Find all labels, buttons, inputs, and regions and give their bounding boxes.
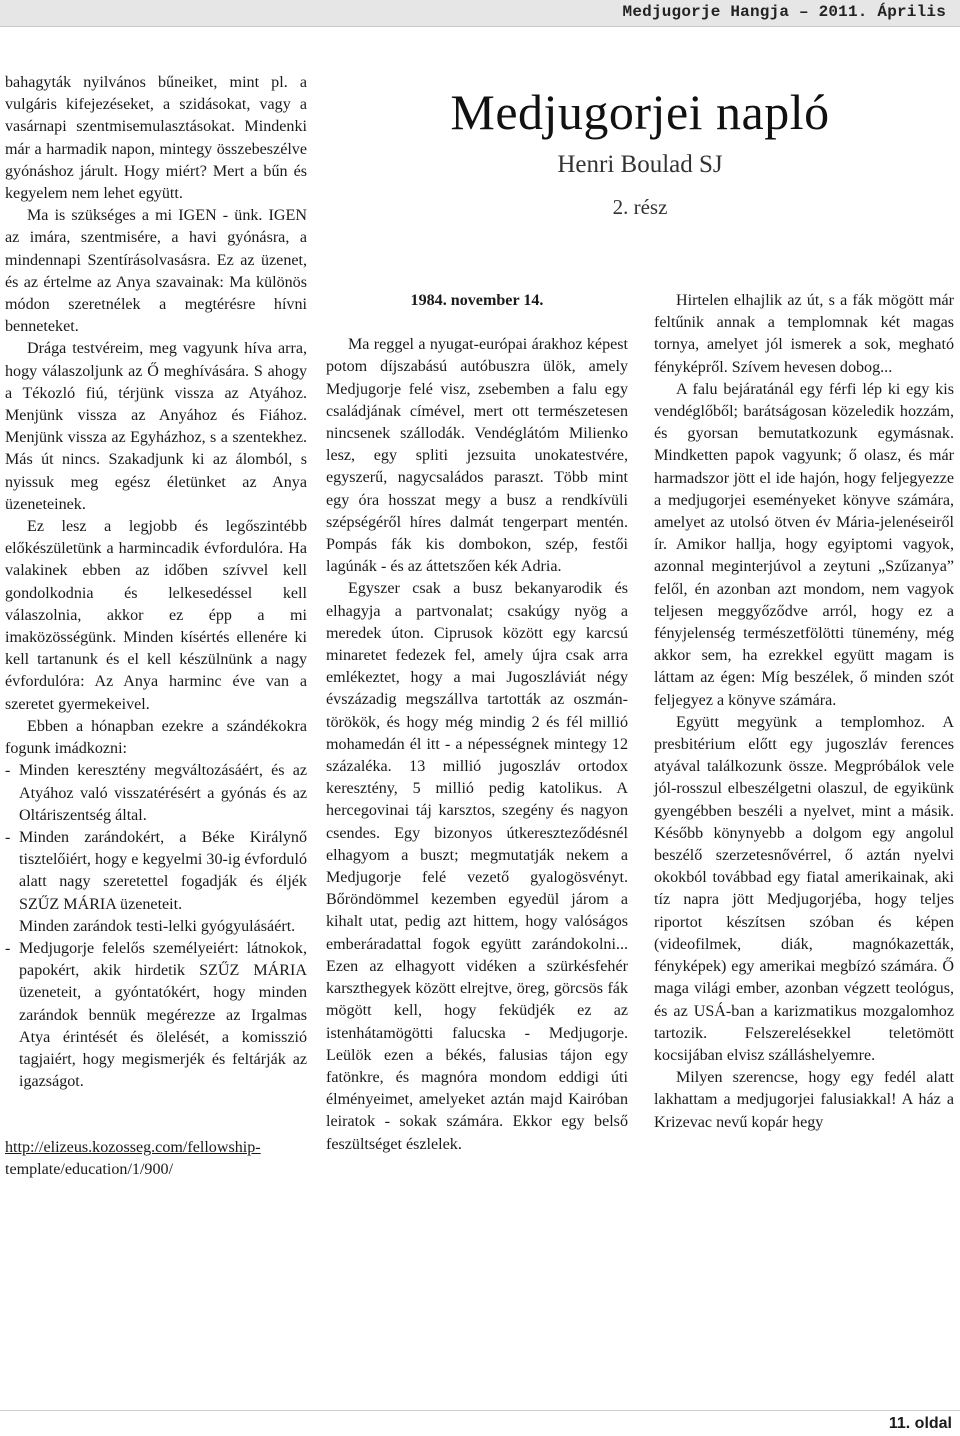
article-author: Henri Boulad SJ <box>557 151 723 178</box>
list-item <box>5 760 307 827</box>
list-dash: - <box>5 828 11 846</box>
list-item-text: Medjugorje felelős személyeiért: látnokok, papokért, akik hirdetik SZŰZ MÁRIA üzeneteit, a gyóntatókért, hogy minden zarándok bennük megérezze az Irgalmas Atya érintését és ölelését, a komisszió tagjaiért, hogy megismerjék és feltárják az igazságot. <box>19 939 307 1091</box>
list-item <box>5 827 307 916</box>
paragraph: A falu bejáratánál egy férfi lép ki egy kis vendéglőből; barátságosan közeledik hozzám, és gyorsan bemutatkozunk egymásnak. Mindketten papok vagyunk; ő olasz, és már harmadszor jött el ide hajón, hogy feljegyezze a medjugorjei eseményeket könyve számára, amelyet az utolsó ötven év Mária-jelenéseiről ír. Amikor hallja, hogy egyiptomi vagyok, azonnal meginterjúvol a zeytuni „Szűzanya” felől, én azonban azt mondom, nem vagyok teljesen meggyőződve arról, hogy ez a fényjelenség természetfölötti tünemény, még akkor sem, ha ezrekkel együtt magam is láttam az égen: Míg beszélek, ő minden szót feljegyez a könyve számára. <box>654 380 954 709</box>
article-part: 2. rész <box>612 195 668 219</box>
list-dash: - <box>5 939 11 957</box>
list-item-text: Minden zarándok testi-lelki gyógyulásáért. <box>19 917 296 935</box>
paragraph: Ez lesz a legjobb és legőszintébb előkészületünk a harmincadik évfordulóra. Ha valakinek ebben az időben szívvel kell gondolkodnia és lelkesedéssel kell válaszolnia, akkor ez épp a mi imaközösségünk. Minden kísértés ellenére ki kell tartanunk és el kell készülnünk a nagy évfordulóra: Az Anya harminc éve van a szeretet gyermekeivel. <box>5 518 307 713</box>
paragraph: Drága testvéreim, meg vagyunk híva arra, hogy válaszoljunk az Ő meghívására. S ahogy a Tékozló fiú, térjünk vissza az Atyához. Menjünk vissza az Anyához és Fiához. Menjünk vissza az Egyházhoz, s a szentekhez. Más út nincs. Szakadjunk ki az álomból, s nyissuk meg egész életünket az Anya üzeneteinek. <box>5 340 307 513</box>
list-item-text: Minden keresztény megváltozásáért, és az Atyához való visszatérésért a gyónás és az Oltáriszentség által. <box>19 762 307 824</box>
diary-date: 1984. november 14. <box>410 292 544 309</box>
header-bar <box>0 0 960 27</box>
list-dash: - <box>5 762 11 780</box>
column-middle <box>326 290 628 1156</box>
paragraph: Együtt megyünk a templomhoz. A presbitérium előtt egy jugoszláv ferences atyával találkozunk össze. Megpróbálok vele jól-rosszul elbeszélgetni olaszul, de egyikünk gyengébben beszéli a nyelvet, mint a másik. Később könynyebb a dolgom egy angolul beszélő szerzetesnővérrel, ő aztán nyelvi okokból továbbad egy fiatal amerikainak, aki tíz napra jött Medjugorjéba, hogy teljes riportot készítsen szóban és képen (videofilmek, diák, magnókazetták, fényképek) egy amerikai megbízó számára. Ő maga világi ember, azonban végzett teológus, és az USÁ-ban a karizmatikus mozgalomhoz tartozik. Felszerelésekkel teletömött kocsijában elvisz szálláshelyemre. <box>654 713 954 1064</box>
source-link-line[interactable]: template/education/1/900/ <box>5 1161 174 1179</box>
paragraph: Ebben a hónapban ezekre a szándékokra fogunk imádkozni: <box>5 717 307 758</box>
page-number: 11. oldal <box>888 1415 952 1432</box>
list-item <box>5 916 307 938</box>
column-left <box>5 72 307 1181</box>
list-item-text: Minden zarándokért, a Béke Királynő tisztelőiért, hogy e kegyelmi 30-ig évforduló alatt nagy szeretettel fogadják és éljék SZŰZ MÁRIA üzeneteit. <box>19 828 307 913</box>
footer-bar <box>0 1410 960 1436</box>
list-item <box>5 938 307 1093</box>
article-title-block <box>340 84 940 220</box>
paragraph: Ma reggel a nyugat-európai árakhoz képest potom díjszabású autóbuszra ülök, amely Medjugorje felé visz, zsebemben a falu egy családjának címével, mert ott természetesen nincsenek szállodák. Vendéglátóm Milienko lesz, egy spliti jezsuita unokatestvére, egyszerű, nagycsaládos paraszt. Több mint egy óra hosszat megy a busz a rendkívüli szépségéről híres dalmát tengerpart mentén. Pompás fák kis dombokon, szép, festői lagúnák - és az áttetszően kék Adria. <box>326 336 628 576</box>
source-link-line[interactable]: http://elizeus.kozosseg.com/fellowship- <box>5 1139 261 1157</box>
paragraph: Egyszer csak a busz bekanyarodik és elhagyja a partvonalat; csakúgy nyög a meredek úton. Ciprusok között egy karcsú minaretet fedezek fel, amely újra csak arra emlékeztet, hogy a mai Jugoszláviát négy évszázadig megszállva tartották az oszmán-törökök, és hogy még mindig 2 és fél millió mohamedán él itt - a népességnek mintegy 12 százaléka. 13 millió jugoszláv ortodox keresztény, 5 millió pedig katolikus. A hercegovinai táj karsztos, szegény és nagyon csendes. Egy bizonyos útkereszteződésnél elhagyom a buszt; megmutatják nekem a Medjugorje felé vezető gyalogösvényt. Bőröndömmel kezemben egyedül járom a kihalt utat, pedig azt hittem, hogy valóságos emberáradattal fogok együtt zarándokolni... Ezen az elhagyott vidéken a szürkésfehér karszthegyek között elrejtve, öreg, görcsös fák mögött kell, hogy feküdjék ez az istenhátamögötti falucska - Medjugorje. Leülök ezen a békés, falusias tájon egy fatönkre, és magnóra mondom eddigi úti élményeimet, amelyeket aztán majd Kairóban leiratok - sokak számára. Ekkor egy belső feszültséget észlelek. <box>326 580 628 1153</box>
publication-header: Medjugorje Hangja – 2011. Április <box>622 3 946 21</box>
paragraph: Hirtelen elhajlik az út, s a fák mögött már feltűnik annak a templomnak két magas tornya, amelyet jól ismerek a sok, megható fényképről. Szívem hevesen dobog... <box>654 292 954 376</box>
paragraph: Milyen szerencse, hogy egy fedél alatt lakhattam a medjugorjei falusiakkal! A ház a Krizevac nevű kopár hegy <box>654 1069 954 1131</box>
source-link[interactable] <box>5 1137 307 1181</box>
paragraph: Ma is szükséges a mi IGEN - ünk. IGEN az imára, szentmisére, a havi gyónásra, a mindennapi Szentírásolvasásra. Ez az üzenet, és az értelme az Anya szavainak: Ma különös módon szeretnélek a megtérésre hívni benneteket. <box>5 207 307 336</box>
column-right <box>654 290 954 1134</box>
paragraph: bahagyták nyilvános bűneiket, mint pl. a vulgáris kifejezéseket, a szidásokat, vagy a vasárnapi szentmisemulasztásokat. Mindenki már a harmadik napon, mintegy összebeszélve gyónáshoz járult. Hogy miért? Mert a bűn és kegyelem nem lehet együtt. <box>5 74 307 203</box>
article-title: Medjugorjei napló <box>450 84 830 140</box>
